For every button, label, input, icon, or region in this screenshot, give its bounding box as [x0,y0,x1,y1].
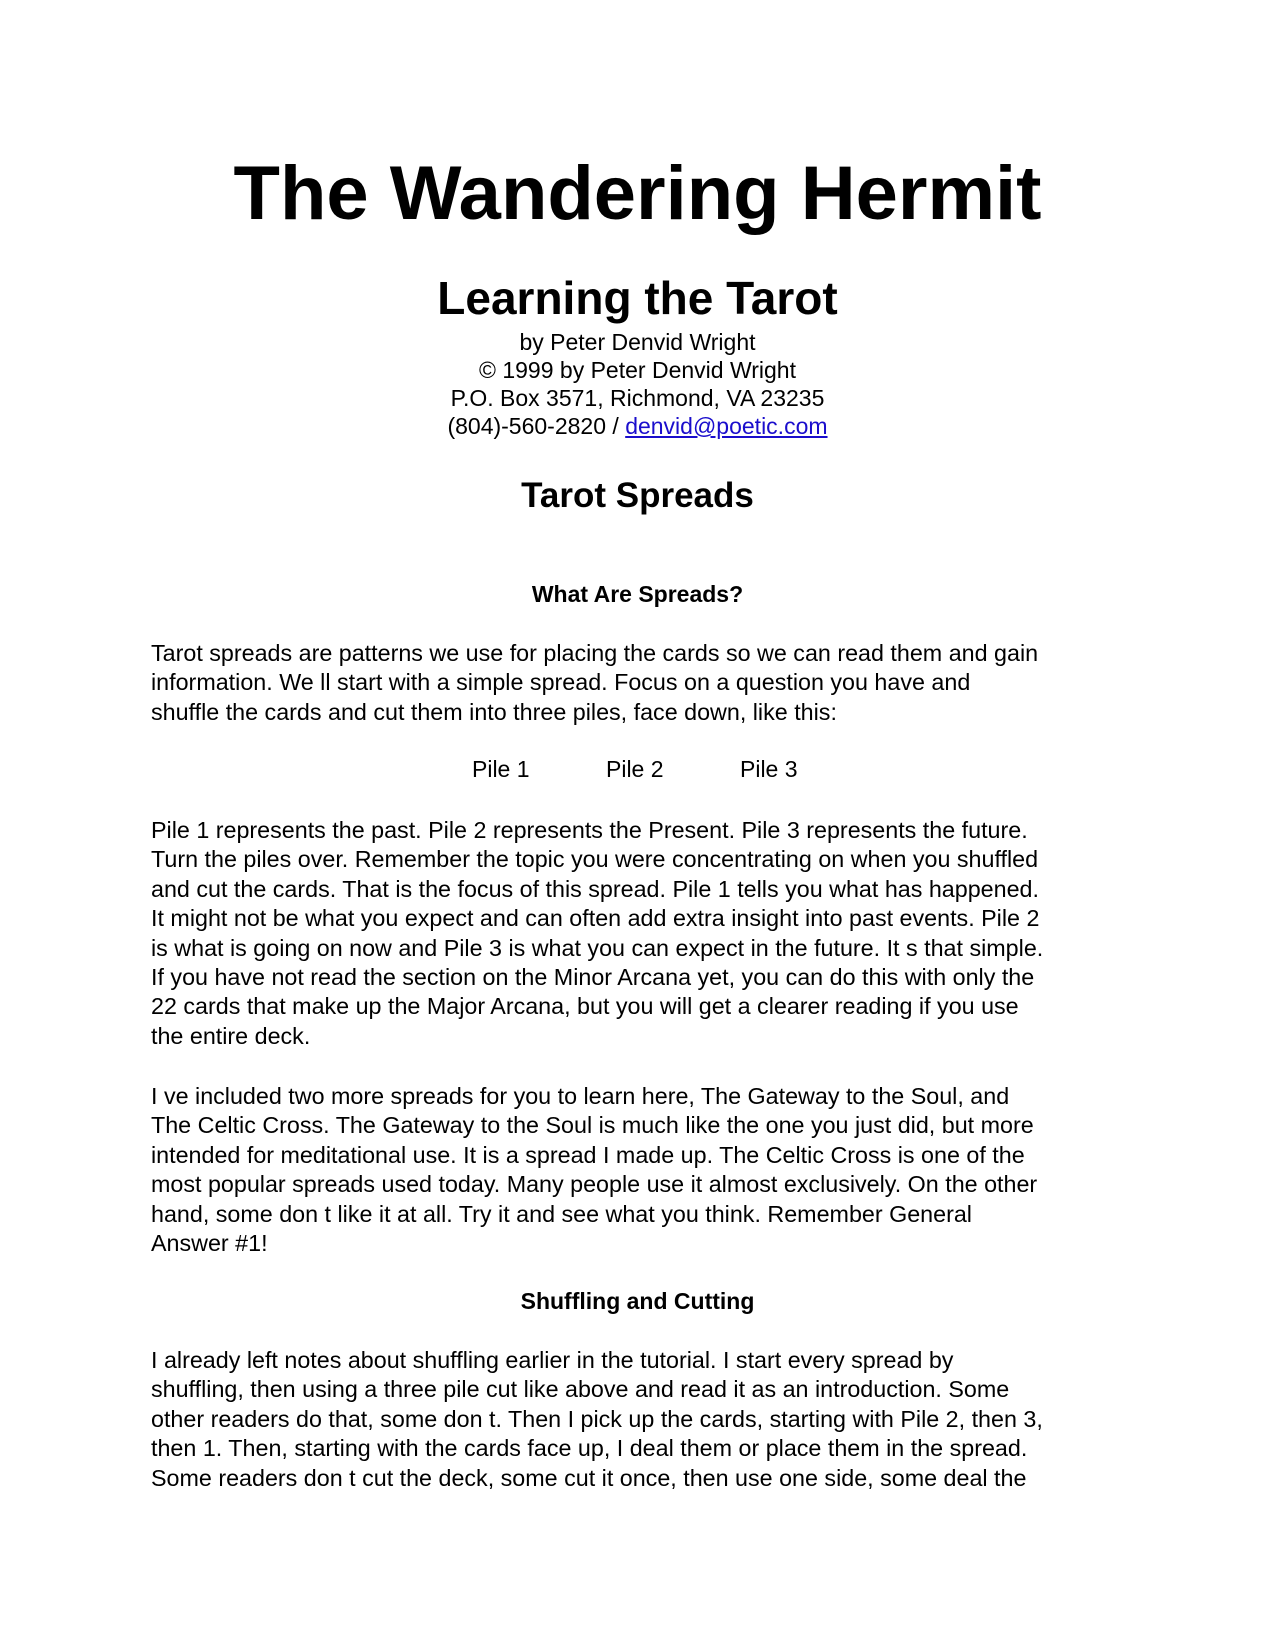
text-line: Some readers don t cut the deck, some cut it once, then use one side, some deal the [151,1464,1027,1491]
text-line: shuffle the cards and cut them into three piles, face down, like this: [151,698,837,725]
pile-1-label: Pile 1 [472,756,530,782]
text-line: the entire deck. [151,1022,311,1049]
text-line: I ve included two more spreads for you to learn here, The Gateway to the Soul, and [151,1083,1010,1109]
text-line: then 1. Then, starting with the cards face up, I deal them or place them in the spread. [151,1435,1028,1462]
byline: by Peter Denvid Wright [519,329,756,355]
postal-address: P.O. Box 3571, Richmond, VA 23235 [450,385,825,411]
pile-3-label: Pile 3 [740,756,798,782]
text-line: The Celtic Cross. The Gateway to the Soul is much like the one you just did, but more [151,1112,1034,1139]
paragraph-shuffling [151,1346,1141,1493]
subsection-heading-shuffling-and-cutting: Shuffling and Cutting [520,1288,755,1314]
text-line: Tarot spreads are patterns we use for placing the cards so we can read them and gain [151,640,1039,666]
text-line: other readers do that, some don t. Then I pick up the cards, starting with Pile 2, then 3, [151,1405,1043,1432]
phone-number: (804)-560-2820 / [447,413,626,439]
email-link[interactable]: denvid@poetic.com [625,413,828,439]
text-line: shuffling, then using a three pile cut like above and read it as an introduction. Some [151,1376,1010,1403]
text-line: information. We ll start with a simple spread. Focus on a question you have and [151,669,971,696]
text-line: and cut the cards. That is the focus of this spread. Pile 1 tells you what has happened. [151,875,1039,902]
text-line: 22 cards that make up the Major Arcana, but you will get a clearer reading if you use [151,993,1019,1020]
paragraph-intro [151,639,1141,727]
text-line: I already left notes about shuffling earlier in the tutorial. I start every spread by [151,1347,954,1373]
document-subtitle: Learning the Tarot [437,272,838,324]
text-line: is what is going on now and Pile 3 is what you can expect in the future. It s that simple. [151,934,1044,961]
text-line: If you have not read the section on the Minor Arcana yet, you can do this with only the [151,964,1035,991]
paragraph-more-spreads [151,1082,1141,1258]
paragraph-pile-meanings [151,816,1141,1051]
text-line: hand, some don t like it at all. Try it and see what you think. Remember General [151,1200,972,1227]
subsection-heading-what-are-spreads: What Are Spreads? [531,581,744,607]
contact-line [0,412,1275,440]
text-line: Pile 1 represents the past. Pile 2 represents the Present. Pile 3 represents the future. [151,817,1028,843]
text-line: intended for meditational use. It is a spread I made up. The Celtic Cross is one of the [151,1141,1025,1168]
text-line: Answer #1! [151,1230,268,1257]
document-title: The Wandering Hermit [233,151,1042,236]
text-line: Turn the piles over. Remember the topic you were concentrating on when you shuffled [151,846,1039,873]
section-title: Tarot Spreads [521,476,754,515]
text-line: most popular spreads used today. Many people use it almost exclusively. On the other [151,1171,1038,1198]
copyright-notice: © 1999 by Peter Denvid Wright [479,357,796,383]
text-line: It might not be what you expect and can often add extra insight into past events. Pile 2 [151,905,1040,932]
pile-2-label: Pile 2 [606,756,664,782]
